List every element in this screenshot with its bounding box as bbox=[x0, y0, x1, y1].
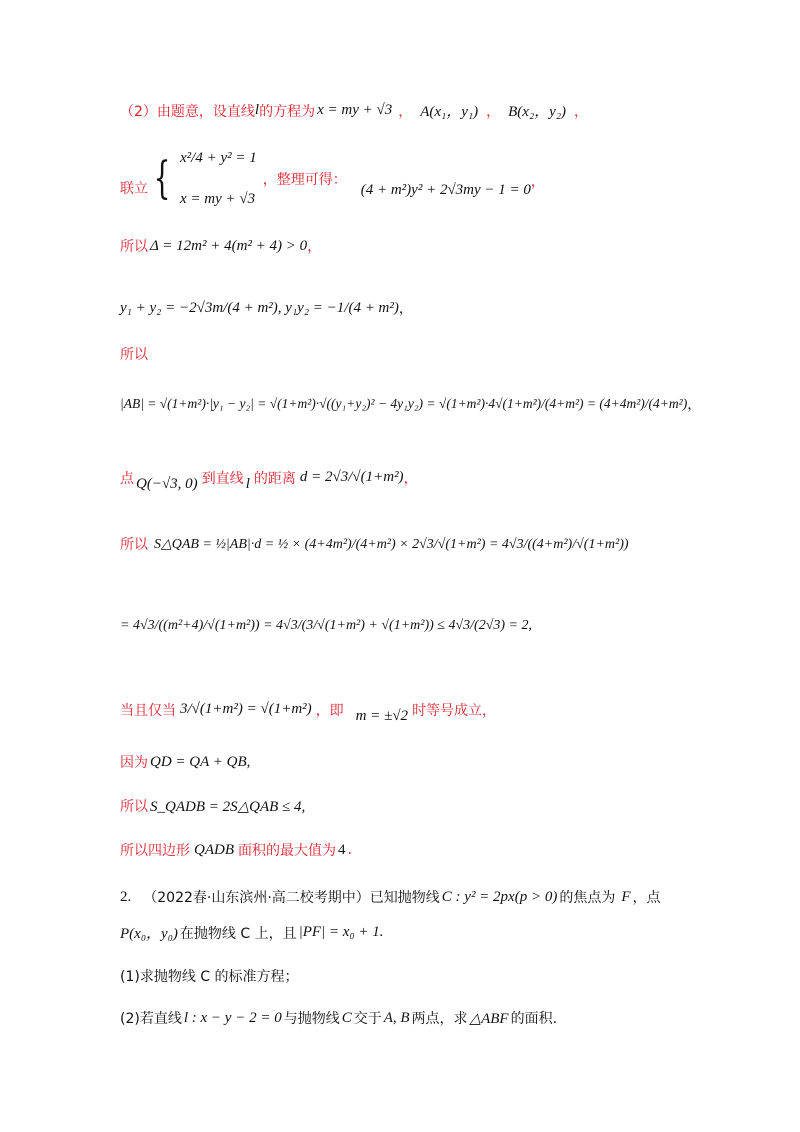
point-B: B(x₂，y₂) bbox=[508, 104, 567, 120]
lianli-label: 联立 bbox=[120, 181, 148, 197]
quadrilateral-name: QADB bbox=[194, 841, 234, 858]
point-label: ，点 bbox=[632, 890, 661, 906]
solution-line-5 bbox=[120, 344, 148, 364]
triangle-ABF: △ABF bbox=[469, 1010, 509, 1027]
equality-condition: 3/√(1+m²) = √(1+m²) bbox=[180, 701, 312, 717]
focus-label: 的焦点为 bbox=[559, 890, 616, 906]
distance-label: 的距离 bbox=[253, 470, 296, 487]
quadratic-result: (4 + m²)y² + 2√3my − 1 = 0 bbox=[360, 181, 531, 198]
solution-line-7 bbox=[120, 462, 418, 493]
suoyi-label: 所以 bbox=[120, 799, 148, 815]
point-A: A(x₁，y₁) bbox=[420, 104, 479, 120]
discriminant: Δ = 12m² + 4(m² + 4) > 0 bbox=[150, 237, 308, 254]
equality-holds-label: 时等号成立， bbox=[412, 702, 497, 719]
solution-line-6 bbox=[120, 394, 701, 414]
points-AB: A, B bbox=[383, 1009, 410, 1026]
intersect-label: 交于 bbox=[353, 1011, 382, 1027]
ji-label: ，即 bbox=[315, 702, 344, 719]
problem-source: （2022春·山东滨州·高二校考期中）已知抛物线 bbox=[143, 890, 440, 906]
line-l: l bbox=[245, 476, 250, 492]
conclusion-label: 所以四边形 bbox=[120, 843, 190, 859]
on-curve-text: 在抛物线 C 上，且 bbox=[179, 925, 297, 942]
system-eq-2: x = my + √3 bbox=[180, 191, 256, 207]
separator: ， bbox=[574, 103, 589, 120]
solution-line-1 bbox=[120, 100, 588, 121]
vector-equation: QD = QA + QB, bbox=[150, 753, 251, 770]
distance-formula: d = 2√3/√(1+m²) bbox=[299, 469, 404, 485]
suoyi-label: 所以 bbox=[120, 347, 148, 363]
suoyi-label: 所以 bbox=[120, 239, 148, 255]
max-area-value: 4 bbox=[338, 841, 346, 858]
daozhixian-label: 到直线 bbox=[201, 470, 244, 487]
point-P: P(x₀，y₀) bbox=[120, 926, 178, 942]
solution-line-8 bbox=[120, 534, 629, 554]
separator: ， bbox=[530, 174, 545, 190]
question-1: (1)求抛物线 C 的标准方程； bbox=[120, 969, 299, 985]
find-label: 两点，求 bbox=[411, 1011, 468, 1027]
vieta-formulas: y₁ + y₂ = −2√3m/(4 + m²), y₁y₂ = −1/(4 + m²) bbox=[120, 299, 399, 316]
period: . bbox=[347, 842, 352, 858]
problem-2-question-2 bbox=[120, 1008, 557, 1028]
chord-length: |AB| = √(1+m²)·|y₁ − y₂| = √(1+m²)·√((y₁+y₂)² − 4y₁y₂) = √(1+m²)·4√(1+m²)/(4+m²) = (4+4m²)/(4+m²) bbox=[120, 396, 688, 411]
point-Q: Q(−√3, 0) bbox=[136, 476, 198, 492]
curve-C: C bbox=[341, 1009, 352, 1026]
solution-line-11 bbox=[120, 752, 250, 772]
quadrilateral-area: S_QADB = 2S△QAB ≤ 4, bbox=[150, 798, 306, 815]
solution-line-2 bbox=[120, 150, 545, 208]
solution-line-12 bbox=[120, 796, 305, 816]
line-l-equation: l : x − y − 2 = 0 bbox=[183, 1009, 282, 1026]
separator: ， bbox=[398, 301, 413, 317]
question-2-start: (2)若直线 bbox=[120, 1011, 182, 1027]
dian-label: 点 bbox=[120, 470, 134, 487]
line-eq-label: 的方程为 bbox=[259, 103, 316, 120]
intro-text: （2）由题意，设直线 bbox=[120, 103, 255, 120]
parabola-equation: C : y² = 2px(p > 0) bbox=[441, 888, 558, 905]
problem-number: 2. bbox=[120, 888, 132, 905]
problem-2-line-1 bbox=[120, 887, 661, 907]
line-equation: x = my + √3 bbox=[317, 102, 393, 118]
separator: ， bbox=[687, 397, 702, 413]
area-inequality: = 4√3/((m²+4)/√(1+m²)) = 4√3/(3/√(1+m²) + √(1+m²)) ≤ 4√3/(2√3) = 2, bbox=[120, 618, 532, 633]
separator: ， bbox=[403, 470, 418, 487]
separator: ， bbox=[486, 103, 501, 120]
triangle-area: S△QAB = ½|AB|·d = ½ × (4+4m²)/(4+m²) × 2√3/√(1+m²) = 4√3/((4+m²)/√(1+m²)) bbox=[154, 536, 629, 552]
pf-condition: |PF| = x₀ + 1. bbox=[298, 924, 384, 940]
solution-line-4 bbox=[120, 298, 413, 318]
with-parabola-label: 与抛物线 bbox=[283, 1011, 340, 1027]
yinwei-label: 因为 bbox=[120, 755, 148, 771]
line-l: l bbox=[254, 102, 260, 118]
max-area-label: 面积的最大值为 bbox=[238, 843, 336, 859]
suoyi-label: 所以 bbox=[120, 537, 148, 553]
separator: ， bbox=[398, 103, 413, 120]
solution-line-3 bbox=[120, 236, 321, 256]
problem-2-line-2 bbox=[120, 922, 384, 943]
equation-system bbox=[180, 150, 257, 208]
system-eq-1: x²/4 + y² = 1 bbox=[180, 150, 257, 166]
separator: ， bbox=[307, 239, 322, 255]
solution-line-9 bbox=[120, 618, 532, 634]
brace-icon: { bbox=[153, 153, 171, 204]
solution-line-13 bbox=[120, 840, 352, 860]
dangqiejindang-label: 当且仅当 bbox=[120, 702, 176, 719]
zhengli-label: ，整理可得： bbox=[262, 172, 347, 188]
area-label: 的面积. bbox=[510, 1011, 558, 1027]
problem-2-question-1 bbox=[120, 966, 299, 986]
m-value: m = ±√2 bbox=[355, 708, 409, 724]
solution-line-10 bbox=[120, 694, 496, 725]
focus-F: F bbox=[621, 888, 631, 905]
